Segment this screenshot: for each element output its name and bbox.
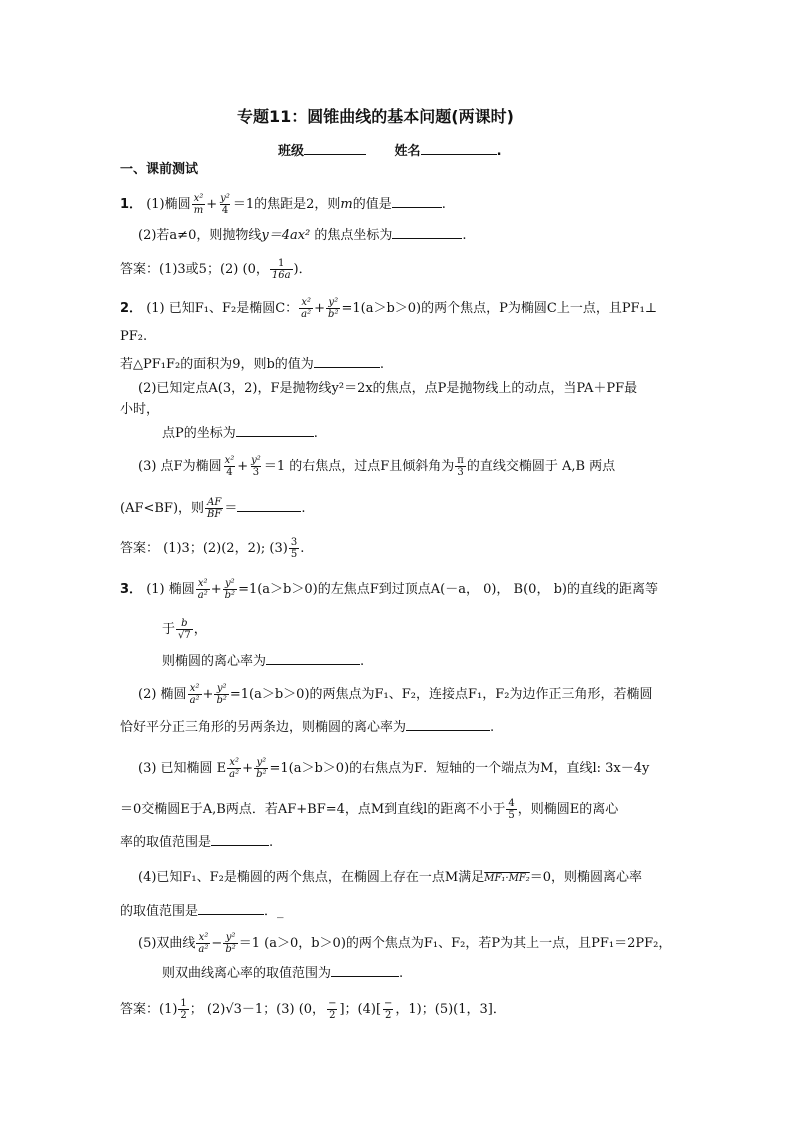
- q3-p3-fraction-1: [227, 757, 241, 780]
- q2-p3-frac4-num: AF: [207, 497, 222, 508]
- q2-p3-text-b: ＝1 的右焦点，过点F且倾斜角为: [263, 459, 455, 474]
- q3-part1-ecc: [162, 652, 364, 670]
- q3-ans-fraction-1: [178, 998, 188, 1021]
- q3-p1-fraction-2: [223, 578, 237, 601]
- q3-p3-frac2-num: y²: [256, 757, 267, 768]
- q2-p3-blank: [237, 499, 301, 512]
- q3-p1-frac3-den: √7: [178, 630, 191, 641]
- q2-p3-frac3-den: 3: [457, 467, 464, 478]
- q2-p2-dot: .: [313, 426, 318, 441]
- q3-p1-text-c: 于: [162, 622, 176, 637]
- q3-p5-fraction-1: [196, 932, 210, 955]
- q2-p3-fraction-4: [205, 497, 223, 520]
- q3-part4-cont: [120, 902, 284, 920]
- section-heading: 一、课前测试: [120, 162, 199, 177]
- q1-ans-a: 答案：(1)3或5；(2) (0，: [120, 262, 269, 277]
- q3-p1-text-e: 则椭圆的离心率为: [162, 654, 267, 669]
- q3-p3-blank: [211, 833, 269, 846]
- q2-frac2-num: y²: [328, 297, 339, 308]
- q2-ans-frac-num: 3: [290, 537, 298, 548]
- q2-part2: [138, 381, 637, 397]
- q3-p2-frac1-den: a²: [189, 695, 200, 706]
- q3-p5-frac2-den: b²: [225, 944, 236, 955]
- q3-p3-dot: .: [269, 835, 274, 850]
- q3-p5-text-b: ＝1 (a＞0，b＞0)的两个焦点为F₁、F₂，若P为其上一点，且PF₁＝2PF₂，: [238, 936, 672, 951]
- page-title: 专题11：圆锥曲线的基本问题(两课时): [237, 107, 514, 126]
- q2-fraction-2: [326, 297, 340, 320]
- q3-p2-text-c: 恰好平分正三角形的另两条边，则椭圆的离心率为: [120, 720, 407, 735]
- q3-part1: [120, 578, 658, 601]
- q3-p2-plus: +: [202, 687, 214, 702]
- q3-p3-frac1-den: a²: [229, 769, 240, 780]
- q3-p3-frac3-den: 5: [508, 810, 515, 821]
- q3-part5-cont: [162, 964, 403, 982]
- q2-frac1-den: a²: [301, 309, 312, 320]
- q2-plus: +: [314, 301, 326, 316]
- q3-ans-c: ]；(4)[: [339, 1002, 382, 1017]
- q3-part2-cont: [120, 718, 494, 736]
- q3-answer: [120, 998, 506, 1021]
- q2-p1-dot: .: [379, 357, 384, 372]
- q1-p1-text-b: ＝1的焦距是2，则: [232, 197, 341, 212]
- q2-ans-fraction: [289, 537, 299, 560]
- q3-part3-cont: [120, 798, 618, 821]
- q3-p2-text-a: (2) 椭圆: [138, 687, 187, 702]
- q1-var-m: m: [340, 197, 353, 212]
- q3-p5-frac2-num: y²: [225, 932, 236, 943]
- q1-p1-blank: [392, 195, 442, 208]
- q1-p2-dot: .: [462, 228, 467, 243]
- q1-frac2-num: y²: [220, 193, 230, 204]
- q3-ans-f1-num: 1: [180, 998, 187, 1009]
- q3-p2-frac1-num: x²: [189, 683, 200, 694]
- q1-ans-fraction: [270, 258, 293, 281]
- q3-p3-fraction-3: [506, 798, 516, 821]
- q3-ans-f2-den: 2: [329, 1010, 336, 1021]
- q2-p3-plus: +: [237, 459, 249, 474]
- q1-ans-frac-num: 1: [278, 258, 285, 269]
- q3-p2-blank: [406, 718, 490, 731]
- q1-plus: +: [206, 197, 218, 212]
- q3-p3-text-d: ，则椭圆E的离心: [517, 802, 619, 817]
- q3-p3-text-b: =1(a＞b＞0)的右焦点为F．短轴的一个端点为M，直线l: 3x－4y: [269, 761, 650, 776]
- class-label: 班级: [278, 144, 305, 159]
- q2-part3: [138, 455, 615, 478]
- q1-part1: [120, 193, 446, 216]
- q3-p2-frac2-num: y²: [216, 683, 227, 694]
- q2-ans-frac-den: 5: [290, 549, 298, 560]
- q1-p1-dot: .: [441, 197, 446, 212]
- q2-p2-blank: [236, 424, 314, 437]
- q3-p5-text-c: 则双曲线离心率的取值范围为: [162, 966, 332, 981]
- q1-p2-text-a: (2)若: [138, 228, 170, 243]
- q3-p1-text-b: =1(a＞b＞0)的左焦点F到过顶点A(－a， 0)， B(0， b)的直线的距离等: [238, 582, 658, 597]
- q2-p3-text-a: (3) 点F为椭圆: [138, 459, 222, 474]
- q2-frac1-num: x²: [301, 297, 311, 308]
- q3-p5-fraction-2: [223, 932, 237, 955]
- q3-ans-a: 答案：(1): [120, 1002, 178, 1017]
- q2-p3-frac1-num: x²: [224, 455, 235, 466]
- q3-p2-dot: .: [490, 720, 495, 735]
- q3-p4-vector-expr: MF₁·MF₂: [484, 873, 530, 884]
- q2-p3-text-d: (AF<BF)，则: [120, 501, 205, 516]
- class-name-row: [278, 142, 502, 160]
- q2-fraction-1: [299, 297, 313, 320]
- q3-p4-text-c: 的取值范围是: [120, 904, 199, 919]
- q2-p2-text-c: 点P的坐标为: [162, 426, 236, 441]
- q2-p1-text-c: PF₂.: [120, 329, 148, 344]
- q3-p2-fraction-1: [188, 683, 202, 706]
- q3-number: 3．: [120, 582, 143, 597]
- q3-p5-blank: [331, 964, 399, 977]
- q3-p5-minus: −: [211, 936, 223, 951]
- q3-p3-plus: +: [242, 761, 254, 776]
- q1-p2-blank: [392, 226, 462, 239]
- q3-p3-frac2-den: b²: [256, 769, 267, 780]
- q1-frac1-den: m: [193, 205, 204, 216]
- q2-p3-fraction-3: [455, 455, 466, 478]
- q3-p1-frac2-den: b²: [224, 590, 236, 601]
- q2-p1-blank: [314, 355, 380, 368]
- q3-p1-frac3-num: b: [181, 618, 188, 629]
- q3-p2-fraction-2: [214, 683, 228, 706]
- q3-p3-text-a: (3) 已知椭圆 E: [138, 761, 227, 776]
- name-blank: [421, 142, 497, 155]
- q1-number: 1．: [120, 197, 143, 212]
- q3-p3-text-e: 率的取值范围是: [120, 835, 212, 850]
- q3-p3-fraction-2: [254, 757, 268, 780]
- q3-p1-frac2-num: y²: [225, 578, 235, 589]
- q3-p4-blank: [198, 902, 264, 915]
- q1-answer: [120, 258, 312, 281]
- q1-p2-formula: y＝4ax²: [261, 228, 311, 243]
- q2-number: 2．: [120, 301, 143, 316]
- q1-fraction-2: [218, 193, 232, 216]
- q3-part3-range: [120, 833, 273, 851]
- q3-p4-text-a: (4)已知F₁、F₂是椭圆的两个焦点，在椭圆上存在一点M满足: [138, 870, 485, 885]
- q2-part2-point: [162, 424, 318, 442]
- q3-p4-text-d: ．_: [264, 904, 284, 919]
- q2-p3-frac2-num: y²: [251, 455, 261, 466]
- q3-ans-f1-den: 2: [180, 1010, 187, 1021]
- q2-p2-text-a: (2)已知定点A(3，2)，F是抛物线y²＝2x的焦点，点P是抛物线上的动点，当PA＋PF最: [138, 381, 638, 396]
- q2-p3-text-c: 的直线交椭圆于 A,B 两点: [466, 459, 616, 474]
- q3-part3: [138, 757, 649, 780]
- q3-p3-frac3-num: 4: [508, 798, 515, 809]
- q2-p3-frac1-den: 4: [226, 467, 233, 478]
- q2-p1-text-a: (1) 已知F₁、F₂是椭圆C：: [146, 301, 299, 316]
- q3-p2-text-b: =1(a＞b＞0)的两焦点为F₁、F₂，连接点F₁，F₂为边作正三角形，若椭圆: [229, 687, 653, 702]
- q2-frac2-den: b²: [328, 309, 339, 320]
- q1-part2: [138, 226, 467, 244]
- q3-ans-f3-num: −: [384, 998, 393, 1009]
- q2-part1: [120, 297, 657, 320]
- q3-p1-fraction-1: [196, 578, 210, 601]
- q3-p1-text-a: (1) 椭圆: [146, 582, 195, 597]
- q2-p2-text-b: 小时，: [120, 402, 160, 417]
- q2-p3-frac2-den: 3: [252, 467, 260, 478]
- q1-ans-b: )．: [293, 262, 312, 277]
- q3-p1-dot: .: [360, 654, 365, 669]
- q1-p1-text-a: (1)椭圆: [146, 197, 191, 212]
- q2-p3-frac4-den: BF: [207, 509, 222, 520]
- q1-p2-text-d: 的焦点坐标为: [314, 228, 393, 243]
- q3-ans-fraction-2: [326, 998, 338, 1021]
- q3-p3-frac1-num: x²: [229, 757, 239, 768]
- q1-p2-text-b: a≠0，则抛物线: [169, 228, 262, 243]
- q3-p5-text-a: (5)双曲线: [138, 936, 196, 951]
- row-dot: .: [496, 144, 502, 159]
- q3-p2-frac2-den: b²: [216, 695, 227, 706]
- q3-p5-frac1-den: a²: [198, 944, 209, 955]
- q2-p1-text-b: =1(a＞b＞0)的两个焦点，P为椭圆C上一点，且PF₁⊥: [341, 301, 658, 316]
- q3-part2: [138, 683, 652, 706]
- q3-part4: [138, 870, 642, 887]
- q1-fraction-1: [192, 193, 206, 216]
- q2-part2-cont: [120, 402, 159, 418]
- q3-p1-blank: [266, 652, 360, 665]
- q2-ans-a: 答案： (1)3；(2)(2，2); (3): [120, 541, 288, 556]
- q2-p3-dot: .: [301, 501, 306, 516]
- q3-ans-f3-den: 2: [385, 1010, 392, 1021]
- q2-p3-fraction-2: [249, 455, 263, 478]
- q2-p3-frac3-num: π: [457, 455, 464, 466]
- q1-p1-text-c: 的值是: [352, 197, 392, 212]
- q3-ans-fraction-3: [382, 998, 394, 1021]
- q2-ans-b: .: [300, 541, 305, 556]
- q2-part3-cont: [120, 497, 305, 520]
- q2-p1-text-d: 若△PF₁F₂的面积为9，则b的值为: [120, 357, 314, 372]
- q3-p5-frac1-num: x²: [198, 932, 209, 943]
- q1-frac2-den: 4: [221, 205, 229, 216]
- q3-p1-fraction-3: [176, 618, 193, 641]
- q3-p1-plus: +: [210, 582, 222, 597]
- q2-part1-area: [120, 355, 384, 373]
- q2-part1-cont: [120, 329, 147, 345]
- q1-ans-frac-den: 16a: [271, 270, 291, 281]
- q2-answer: [120, 537, 304, 560]
- class-blank: [304, 142, 366, 155]
- q3-p3-text-c: ＝0交椭圆E于A,B两点．若AF+BF=4，点M到直线l的距离不小于: [120, 802, 506, 817]
- name-label: 姓名: [394, 144, 421, 159]
- q1-frac1-num: x²: [193, 193, 204, 204]
- q3-p1-frac1-den: a²: [197, 590, 208, 601]
- q3-p4-text-b: ＝0，则椭圆离心率: [529, 870, 643, 885]
- q2-p3-fraction-1: [223, 455, 237, 478]
- q3-part1-cont: [162, 618, 207, 641]
- q2-p3-text-e: ＝: [224, 501, 238, 516]
- q3-p1-text-d: ，: [193, 622, 207, 637]
- q3-ans-f2-num: −: [328, 998, 337, 1009]
- q3-p5-dot: .: [399, 966, 404, 981]
- q3-part5: [138, 932, 671, 955]
- q3-ans-d: ，1)；(5)(1，3]．: [395, 1002, 506, 1017]
- q3-ans-b: ； (2)√3－1；(3) (0，: [189, 1002, 326, 1017]
- q3-p1-frac1-num: x²: [197, 578, 208, 589]
